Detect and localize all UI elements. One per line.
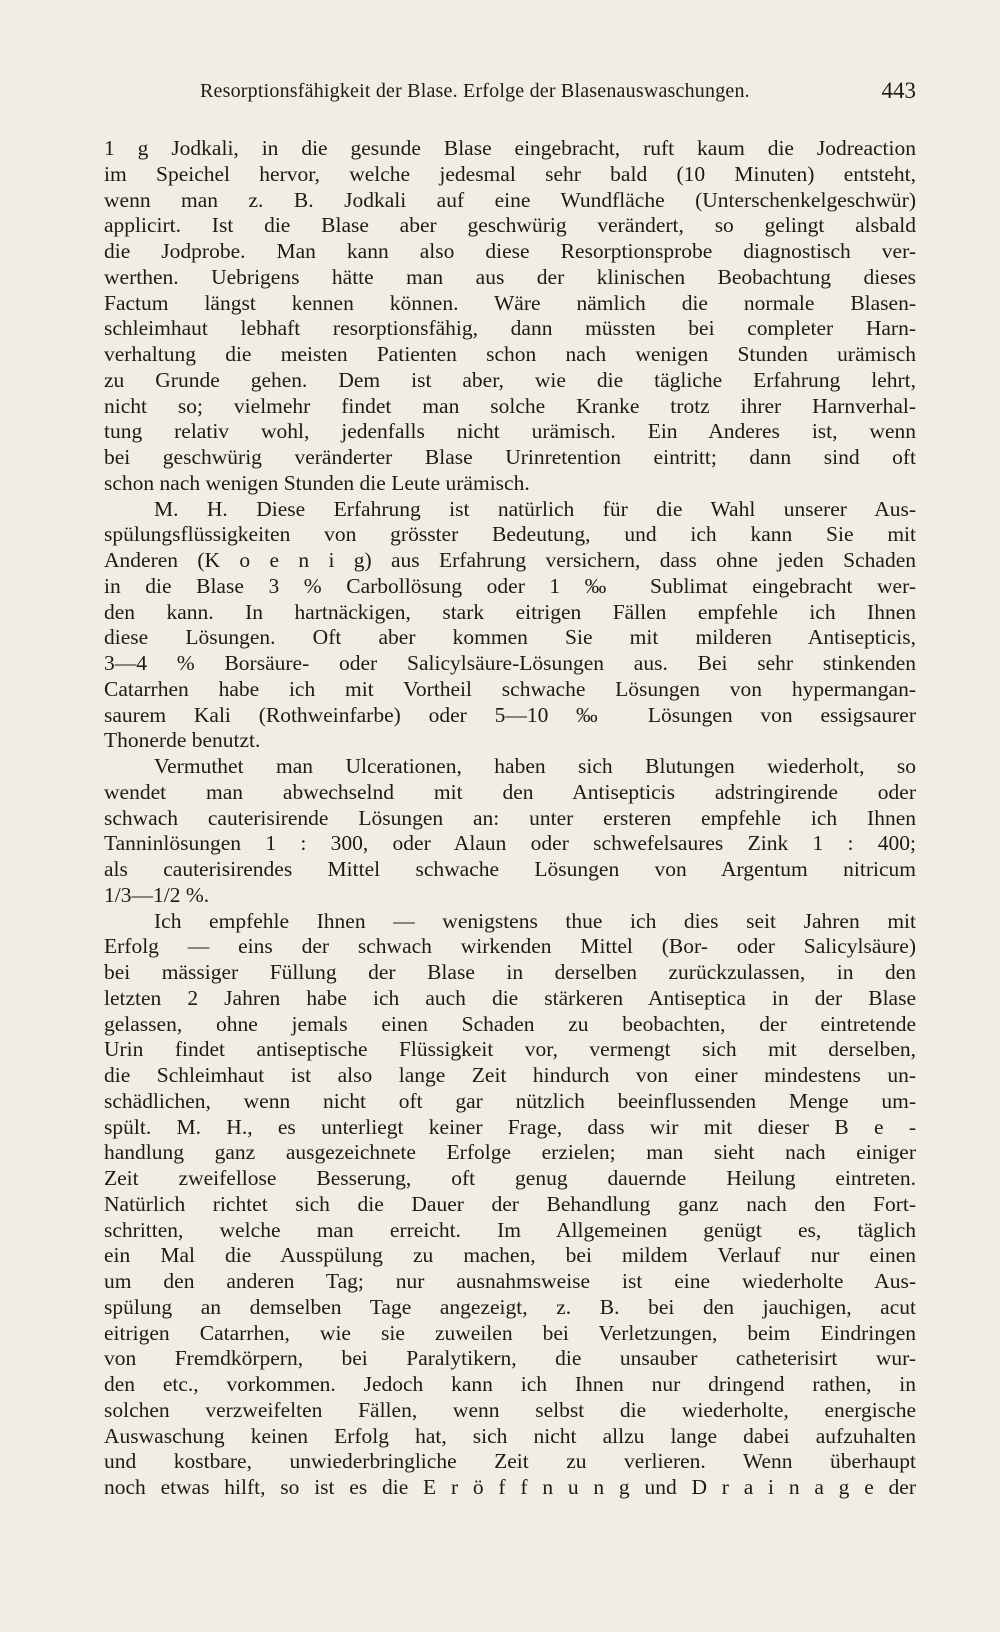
text-line: Erfolg — eins der schwach wirkenden Mittel (Bor- oder Salicylsäure) [104, 934, 916, 959]
text-line: bei geschwürig veränderter Blase Urinretention eintritt; dann sind oft [104, 445, 916, 469]
text-line: wenn man z. B. Jodkali auf eine Wundfläche (Unterschenkelgeschwür) [104, 187, 916, 212]
text-line: den kann. In hartnäckigen, stark eitrigen Fällen empfehle ich Ihnen [104, 599, 916, 624]
text-line: schritten, welche man erreicht. Im Allgemeinen genügt es, täglich [104, 1217, 916, 1242]
text-line: schädlichen, wenn nicht oft gar nützlich beeinflussenden Menge um- [104, 1088, 916, 1113]
text-line: Catarrhen habe ich mit Vortheil schwache Lösungen von hypermangan- [104, 676, 916, 701]
text-line: bei mässiger Füllung der Blase in derselben zurückzulassen, in den [104, 960, 916, 984]
text-line: Thonerde benutzt. [104, 728, 261, 753]
text-line: in die Blase 3 % Carbollösung oder 1 ‰ Sublimat eingebracht wer- [104, 573, 916, 598]
running-title: Resorptionsfähigkeit der Blase. Erfolge der Blasenauswaschungen. [200, 80, 750, 102]
text-line: schwach cauterisirende Lösungen an: unter ersteren empfehle ich Ihnen [104, 805, 916, 830]
text-line: eitrigen Catarrhen, wie sie zuweilen bei Verletzungen, beim Eindringen [104, 1320, 916, 1345]
text-line: schon nach wenigen Stunden die Leute urämisch. [104, 470, 530, 495]
text-line: wendet man abwechselnd mit den Antisepticis adstringirende oder [104, 779, 916, 804]
text-line: Factum längst kennen können. Wäre nämlich die normale Blasen- [104, 290, 916, 315]
text-line: spülung an demselben Tage angezeigt, z. B. bei den jauchigen, acut [104, 1294, 916, 1319]
text-line: letzten 2 Jahren habe ich auch die stärkeren Antiseptica in der Blase [104, 985, 916, 1010]
text-line: ein Mal die Ausspülung zu machen, bei mildem Verlauf nur einen [104, 1243, 916, 1268]
text-line: 3—4 % Borsäure- oder Salicylsäure-Lösungen aus. Bei sehr stinkenden [104, 651, 916, 675]
text-line: verhaltung die meisten Patienten schon nach wenigen Stunden urämisch [104, 342, 916, 366]
page-number: 443 [881, 78, 916, 103]
text-line: 1/3—1/2 %. [104, 882, 210, 907]
text-line: 1 g Jodkali, in die gesunde Blase eingebracht, ruft kaum die Jodreaction [104, 136, 916, 160]
text-line: Anderen (K o e n i g) aus Erfahrung versichern, dass ohne jeden Schaden [104, 548, 916, 572]
text-line: Vermuthet man Ulcerationen, haben sich Blutungen wiederholt, so [154, 754, 916, 778]
text-line: Urin findet antiseptische Flüssigkeit vor, vermengt sich mit derselben, [104, 1037, 916, 1062]
text-line: solchen verzweifelten Fällen, wenn selbst die wiederholte, energische [104, 1397, 916, 1422]
text-line: Ich empfehle Ihnen — wenigstens thue ich dies seit Jahren mit [154, 908, 916, 933]
body-text [104, 136, 916, 1501]
text-line: nicht so; vielmehr findet man solche Kranke trotz ihrer Harnverhal- [104, 393, 916, 418]
text-line: Zeit zweifellose Besserung, oft genug dauernde Heilung eintreten. [104, 1166, 916, 1190]
text-line: als cauterisirendes Mittel schwache Lösungen von Argentum nitricum [104, 857, 916, 881]
text-line: Auswaschung keinen Erfolg hat, sich nicht allzu lange dabei aufzuhalten [104, 1423, 916, 1448]
text-line: M. H. Diese Erfahrung ist natürlich für die Wahl unserer Aus- [154, 496, 916, 521]
text-line: werthen. Uebrigens hätte man aus der klinischen Beobachtung dieses [104, 264, 916, 289]
text-line: um den anderen Tag; nur ausnahmsweise ist eine wiederholte Aus- [104, 1269, 916, 1293]
text-line: Tanninlösungen 1 : 300, oder Alaun oder schwefelsaures Zink 1 : 400; [104, 831, 916, 856]
text-line: spült. M. H., es unterliegt keiner Frage, dass wir mit dieser B e - [104, 1114, 916, 1139]
text-line: handlung ganz ausgezeichnete Erfolge erzielen; man sieht nach einiger [104, 1140, 916, 1165]
text-line: spülungsflüssigkeiten von grösster Bedeutung, und ich kann Sie mit [104, 522, 916, 547]
text-line: und kostbare, unwiederbringliche Zeit zu verlieren. Wenn überhaupt [104, 1449, 916, 1474]
text-line: Natürlich richtet sich die Dauer der Behandlung ganz nach den Fort- [104, 1191, 916, 1216]
text-line: im Speichel hervor, welche jedesmal sehr bald (10 Minuten) entsteht, [104, 161, 916, 186]
text-line: saurem Kali (Rothweinfarbe) oder 5—10 ‰ Lösungen von essigsaurer [104, 702, 916, 727]
text-line: von Fremdkörpern, bei Paralytikern, die unsauber catheterisirt wur- [104, 1346, 916, 1371]
text-line: den etc., vorkommen. Jedoch kann ich Ihnen nur dringend rathen, in [104, 1372, 916, 1396]
page-header [104, 78, 916, 108]
text-line: zu Grunde gehen. Dem ist aber, wie die tägliche Erfahrung lehrt, [104, 367, 916, 392]
text-line: die Jodprobe. Man kann also diese Resorptionsprobe diagnostisch ver- [104, 239, 916, 263]
text-line: applicirt. Ist die Blase aber geschwürig verändert, so gelingt alsbald [104, 213, 916, 238]
text-line: noch etwas hilft, so ist es die E r ö f f n u n g und D r a i n a g e der [104, 1475, 916, 1499]
text-line: gelassen, ohne jemals einen Schaden zu beobachten, der eintretende [104, 1011, 916, 1036]
text-line: die Schleimhaut ist also lange Zeit hindurch von einer mindestens un- [104, 1063, 916, 1087]
text-line: tung relativ wohl, jedenfalls nicht urämisch. Ein Anderes ist, wenn [104, 419, 916, 444]
text-line: schleimhaut lebhaft resorptionsfähig, dann müssten bei completer Harn- [104, 316, 916, 341]
text-line: diese Lösungen. Oft aber kommen Sie mit milderen Antisepticis, [104, 625, 916, 650]
